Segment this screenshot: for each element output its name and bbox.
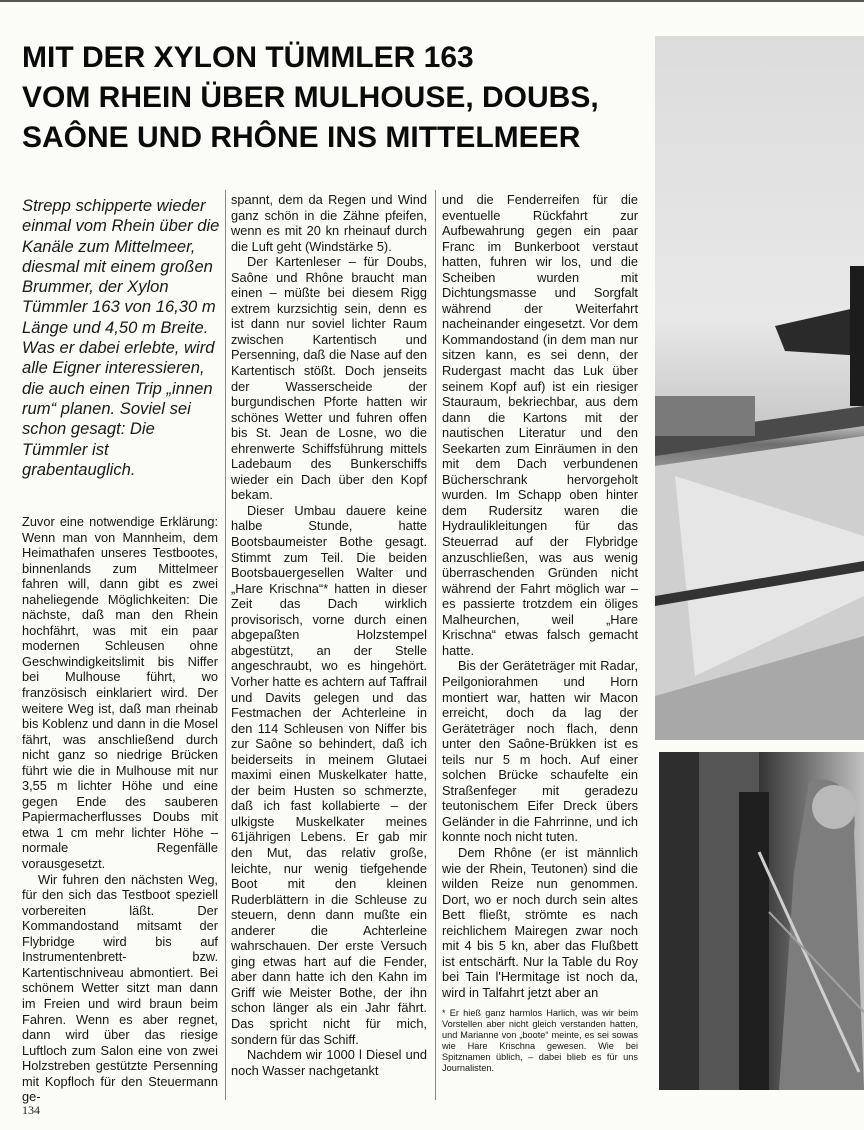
column-1	[22, 514, 218, 1105]
paragraph: Nachdem wir 1000 l Diesel und noch Wasser nachgetankt	[231, 1047, 427, 1078]
paragraph: Dem Rhône (er ist männlich wie der Rhein, Teutonen) sind die wilden Reize nun genommen. Dort, wo er noch durch sein altes Bett fließt, strömte es nach reichlichem Mairegen zwar noch mit 4 bis 5 kn, aber das Flußbett ist entschärft. Nur la Table du Roy bei Tain l'Hermitage ist noch da, wird in Talfahrt jetzt aber an	[442, 844, 638, 1000]
paragraph: und die Fenderreifen für die eventuelle Rückfahrt zur Aufbewahrung gegen ein paar Franc im Bunkerboot verstaut hatten, fuhren wir los, und die Scheiben wurden mit Dichtungsmasse und Sorgfalt während der Weiterfahrt nacheinander eingesetzt. Vor dem Kommandostand (in dem man nur sitzen kann, es sei denn, der Rudergast macht das Luk über seinem Kopf auf) ist ein riesiger Stauraum, bekriechbar, aus dem dann die Kartons mit der nautischen Literatur und den Seekarten zum Einräumen in den mit dem Dach verbundenen Bücherschrank hervorgeholt wurden. Im Schapp oben hinter dem Rudersitz waren die Hydraulikleitungen für das Steuerrad auf der Flybridge anzuschließen, was aus wenig überraschenden Gründen nicht während der Fahrt möglich war – es passierte trotzdem ein öliges Malheurchen, weil „Hare Krischna“ etwas falsch gemacht hatte.	[442, 192, 638, 658]
boat-photo-image	[655, 36, 864, 740]
lead-paragraph: Strepp schipperte wieder einmal vom Rhein über die Kanäle zum Mittelmeer, diesmal mit einem großen Brummer, der Xylon Tümmler 163 von 16,30 m Länge und 4,50 m Breite. Was er dabei erlebte, wird alle Eigner interessieren, die auch einen Trip „innen rum“ planen. Soviel sei schon gesagt: Die Tümmler ist grabentauglich.	[22, 196, 220, 479]
headline-line-2: VOM RHEIN ÜBER MULHOUSE, DOUBS,	[22, 81, 599, 114]
column-2	[231, 192, 427, 1078]
boat-photo	[655, 36, 864, 740]
column-3	[442, 192, 638, 1074]
paragraph: Der Kartenleser – für Doubs, Saône und Rhône braucht man einen – müßte bei diesem Rigg extrem kurzsichtig sein, denn es ist dann nur soviel lichter Raum zwischen Kartentisch und Persenning, daß die Nase auf den Kartentisch stößt. Doch jenseits der Wasserscheide der burgundischen Pforte hatten wir schönes Wetter und fuhren offen bis St. Jean de Losne, wo die ehrenwerte Schiffsführung mittels Ladebaum des Bunkerschiffs wieder ein Dach über den Kopf bekam.	[231, 254, 427, 503]
headline-line-3: SAÔNE UND RHÔNE INS MITTELMEER	[22, 121, 581, 154]
crew-photo	[659, 752, 864, 1090]
top-rule	[0, 0, 864, 2]
headline-line-1: MIT DER XYLON TÜMMLER 163	[22, 41, 474, 74]
article-headline	[22, 38, 642, 158]
page-number: 134	[22, 1103, 40, 1117]
paragraph: spannt, dem da Regen und Wind ganz schön in die Zähne pfeifen, wenn es mit 20 kn rheinauf durch die Luft geht (Windstärke 5).	[231, 192, 427, 254]
column-divider	[435, 190, 436, 1100]
paragraph: Dieser Umbau dauere keine halbe Stunde, hatte Bootsbaumeister Bothe gesagt. Stimmt zum Teil. Die beiden Bootsbauergesellen Walter und „Hare Krischna“* hatten in dieser Zeit das Dach wirklich provisorisch, vorne durch einen abgepaßten Holzstempel abgestützt, an der Stelle angeschraubt, wo es hingehört. Vorher hatte es achtern auf Taffrail und Davits gelegen und das Festmachen der Achterleine in den 114 Schleusen von Niffer bis zur Saône so behindert, daß ich beiderseits in meinem Glutaei maximi einen Muskelkater hatte, der beim Husten so schmerzte, daß ich fast kollabierte – der ulkigste Muskelkater meines 61jährigen Lebens. Er gab mir den Mut, das relativ große, leichte, nur wenig tiefgehende Boot mit den kleinen Ruderblättern in die Schleuse zu steuern, denn dann mußte ein anderer die Achterleine wahrschauen. Der erste Versuch ging etwas hart auf die Fender, aber dann hatte ich den Kahn im Griff wie Meister Bothe, der ihn schon länger als ein Jahr fährt. Das spricht nicht für mich, sondern für das Schiff.	[231, 502, 427, 1047]
column-divider	[225, 190, 226, 1100]
paragraph: Zuvor eine notwendige Erklärung: Wenn man von Mannheim, dem Heimathafen unseres Testbootes, binnenlands zum Mittelmeer fahren will, dann gibt es zwei naheliegende Möglichkeiten: Die nächste, daß man den Rhein hochfährt, was mit ein paar modernen Schleusen ohne Geschwindigkeitslimit bis Niffer bei Mulhouse führt, wo französisch einklariert wird. Der weitere Weg ist, daß man rheinab bis Koblenz und dann in die Mosel fährt, was anschließend durch nicht ganz so niedrige Brücken führt wie die in Mulhouse mit nur 3,55 m lichter Höhe und eine gegen Ende des sauberen Papiermacherflusses Doubs mit etwa 1 cm mehr lichter Höhe – normale Regenfälle vorausgesetzt.	[22, 514, 218, 872]
paragraph: Wir fuhren den nächsten Weg, für den sich das Testboot speziell vorbereiten läßt. Der Kommandostand mitsamt der Flybridge wird bis auf Instrumentenbrett- bzw. Kartentischniveau abmontiert. Bei schönem Wetter sitzt man dann im Freien und wird braun beim Fahren. Wenn es aber regnet, dann wird über das riesige Luftloch zum Salon eine von zwei Holzstreben gestützte Persenning mit Kopfloch für den Steuermann ge-	[22, 871, 218, 1105]
footnote: * Er hieß ganz harmlos Harlich, was wir beim Vorstellen aber nicht gleich verstanden hatten, und Marianne von „boote“ meinte, es sei sowas wie Hare Krischna gewesen. Wie bei Spitznamen üblich, – dabei blieb es für uns Journalisten.	[442, 1008, 638, 1074]
crew-photo-image	[659, 752, 864, 1090]
paragraph: Bis der Geräteträger mit Radar, Peilgoniorahmen und Horn montiert war, hatten wir Macon erreicht, doch da lag der Geräteträger noch flach, denn unter den Saône-Brükken ist es teils nur 5 m hoch. Auf einer solchen Brücke schaufelte ein Straßenfeger mit geradezu teutonischem Eifer Dreck übers Geländer in die Fahrrinne, und ich konnte noch nicht tuten.	[442, 658, 638, 845]
